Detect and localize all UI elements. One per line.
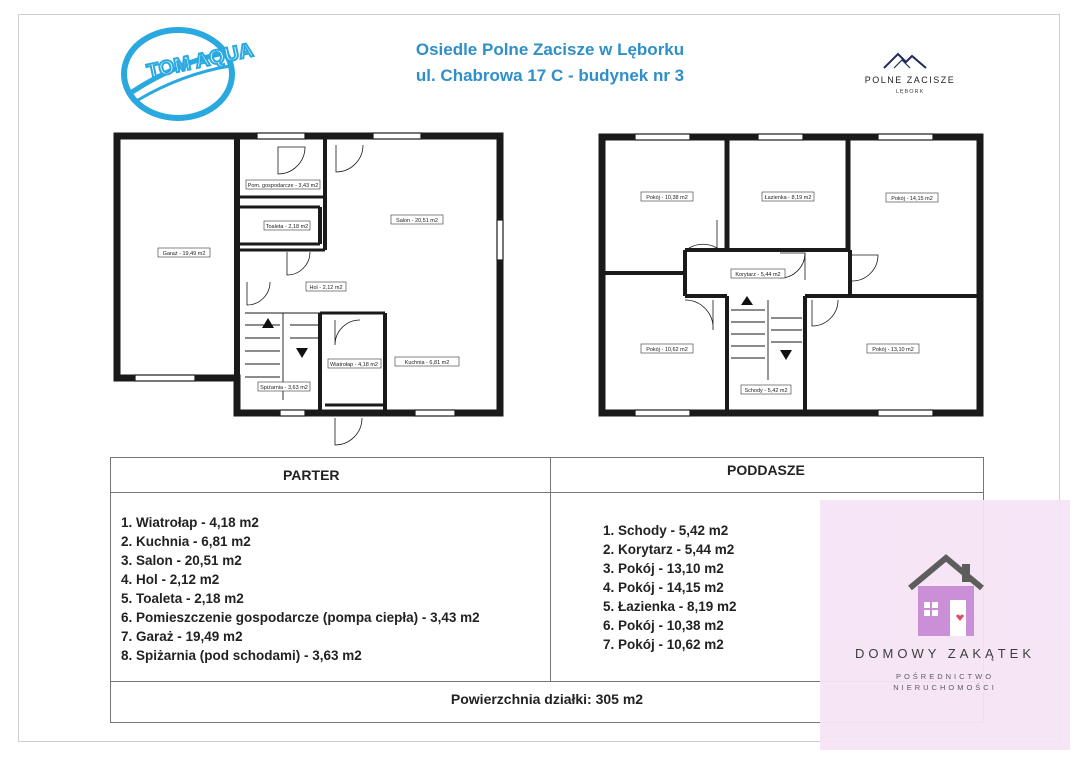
list-item: 7. Garaż - 19,49 m2	[121, 629, 243, 644]
list-item: 1. Schody - 5,42 m2	[603, 523, 729, 538]
list-item: 2. Kuchnia - 6,81 m2	[121, 534, 251, 549]
label-pokoj-ne: Pokój - 14,15 m2	[891, 196, 933, 202]
list-item: 6. Pomieszczenie gospodarcze (pompa ciepła) - 3,43 m2	[121, 610, 480, 625]
logo-name: POLNE ZACISZE	[864, 75, 956, 85]
title-line-2: ul. Chabrowa 17 C - budynek nr 3	[415, 66, 685, 85]
label-hol: Hol - 2,12 m2	[309, 285, 343, 291]
list-item: 1. Wiatrołap - 4,18 m2	[121, 515, 259, 530]
list-item: 4. Pokój - 14,15 m2	[603, 580, 724, 595]
list-item: 3. Salon - 20,51 m2	[121, 553, 242, 568]
watermark-sub-2: NIERUCHOMOŚCI	[893, 683, 997, 692]
watermark-sub-1: POŚREDNICTWO	[895, 672, 995, 681]
label-garaz: Garaż - 19,49 m2	[162, 251, 206, 257]
house-icon	[904, 554, 988, 638]
list-item: 4. Hol - 2,12 m2	[121, 572, 220, 587]
label-wiatrolap: Wiatrołap - 4,18 m2	[330, 362, 378, 368]
list-item: 2. Korytarz - 5,44 m2	[603, 542, 735, 557]
label-toaleta: Toaleta - 2,18 m2	[265, 224, 309, 230]
label-schody: Schody - 5,42 m2	[744, 388, 788, 394]
list-item: 3. Pokój - 13,10 m2	[603, 561, 724, 576]
parter-list	[121, 513, 480, 665]
poddasze-header: PODDASZE	[727, 462, 805, 478]
label-pokoj-se: Pokój - 13,10 m2	[872, 347, 914, 353]
list-item: 5. Łazienka - 8,19 m2	[603, 599, 737, 614]
title-line-1: Osiedle Polne Zacisze w Lęborku	[415, 40, 685, 59]
watermark-name: DOMOWY ZAKĄTEK	[855, 646, 1035, 661]
label-spizarnia: Spiżarnia - 3,63 m2	[260, 385, 308, 391]
parter-header: PARTER	[283, 467, 340, 483]
list-item: 6. Pokój - 10,38 m2	[603, 618, 724, 633]
label-pom-gospodarcze: Pom. gospodarcze - 3,43 m2	[247, 183, 319, 189]
label-pokoj-sw: Pokój - 10,62 m2	[646, 347, 688, 353]
logo-text: TOM AQUA	[145, 39, 256, 84]
list-item: 5. Toaleta - 2,18 m2	[121, 591, 244, 606]
label-lazienka: Łazienka - 8,19 m2	[764, 195, 812, 201]
plot-area-text: Powierzchnia działki: 305 m2	[450, 691, 644, 707]
poddasze-list	[603, 521, 737, 654]
label-salon: Salon - 20,51 m2	[396, 218, 438, 224]
list-item: 7. Pokój - 10,62 m2	[603, 637, 724, 652]
list-item: 8. Spiżarnia (pod schodami) - 3,63 m2	[121, 648, 362, 663]
logo-city: LĘBORK	[895, 89, 925, 95]
label-pokoj-nw: Pokój - 10,38 m2	[646, 195, 688, 201]
domowy-zakatek-watermark	[820, 500, 1070, 750]
label-korytarz: Korytarz - 5,44 m2	[735, 272, 781, 278]
label-kuchnia: Kuchnia - 6,81 m2	[404, 360, 450, 366]
